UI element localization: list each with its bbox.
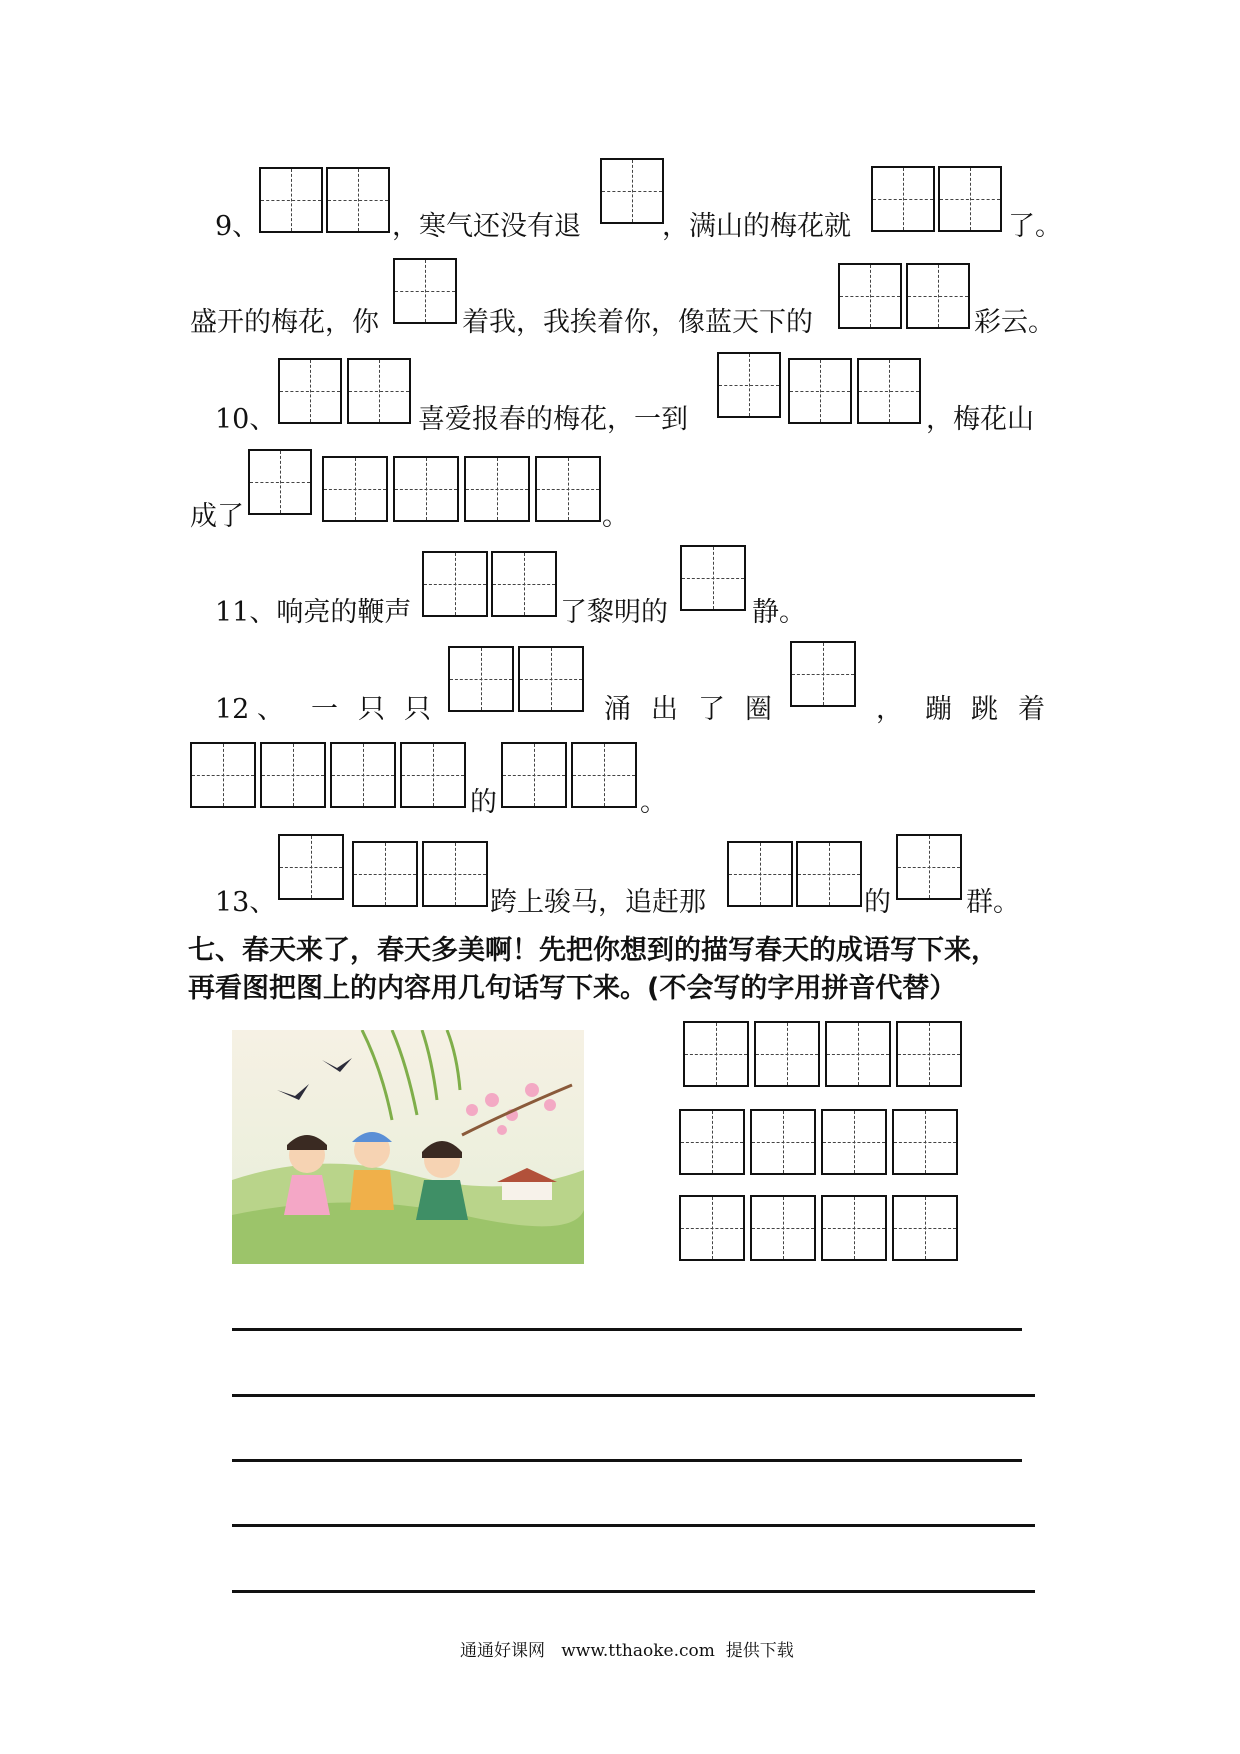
answer-box[interactable] [871, 166, 935, 232]
answer-box[interactable] [501, 742, 567, 808]
answer-box[interactable] [679, 1109, 745, 1175]
answer-box[interactable] [680, 545, 746, 611]
spring-illustration [232, 1030, 584, 1264]
q10b-text-2: 。 [602, 501, 629, 532]
answer-box[interactable] [535, 456, 601, 522]
q11-text-1: 了黎明的 [560, 597, 668, 628]
answer-box[interactable] [571, 742, 637, 808]
q10-text-1: 喜爱报春的梅花，一到 [418, 404, 688, 435]
q12-char: 一 [311, 694, 338, 725]
answer-box[interactable] [278, 358, 342, 424]
q11-prefix: 11、响亮的鞭声 [215, 597, 412, 628]
q9-text-1: ，寒气还没有退 [392, 211, 581, 242]
answer-box[interactable] [727, 841, 793, 907]
answer-box[interactable] [821, 1109, 887, 1175]
answer-box[interactable] [190, 742, 256, 808]
q9-text-2: ，满山的梅花就 [662, 211, 851, 242]
answer-box[interactable] [600, 158, 664, 224]
answer-box[interactable] [679, 1195, 745, 1261]
q12-char: 只 [358, 694, 385, 725]
answer-box[interactable] [347, 358, 411, 424]
q12b-text-2: 。 [640, 787, 667, 818]
answer-box[interactable] [938, 166, 1002, 232]
answer-box[interactable] [892, 1195, 958, 1261]
q12-number: 12 [215, 694, 250, 725]
q12-char: 涌 [604, 694, 631, 725]
answer-box[interactable] [754, 1021, 820, 1087]
answer-box[interactable] [278, 834, 344, 900]
q12-char: 着 [1018, 694, 1045, 725]
answer-box[interactable] [448, 646, 514, 712]
answer-box[interactable] [796, 841, 862, 907]
q12b-text-1: 的 [470, 787, 497, 818]
answer-box[interactable] [821, 1195, 887, 1261]
q12-char: 只 [404, 694, 431, 725]
q12-comma: ， [876, 694, 903, 725]
answer-box[interactable] [838, 263, 902, 329]
answer-box[interactable] [825, 1021, 891, 1087]
q9-text-3: 了。 [1008, 211, 1062, 242]
answer-box[interactable] [896, 1021, 962, 1087]
answer-box[interactable] [422, 841, 488, 907]
answer-box[interactable] [330, 742, 396, 808]
answer-box[interactable] [896, 834, 962, 900]
section-7-instruction: 七、春天来了，春天多美啊！先把你想到的描写春天的成语写下来， [188, 935, 998, 966]
answer-box[interactable] [248, 449, 312, 515]
q9b-text-2: 着我，我挨着你，像蓝天下的 [462, 307, 813, 338]
answer-box[interactable] [892, 1109, 958, 1175]
footer [460, 1636, 794, 1661]
q12-char: 跳 [971, 694, 998, 725]
answer-box[interactable] [790, 641, 856, 707]
answer-box[interactable] [518, 646, 584, 712]
q13-number: 13、 [215, 887, 277, 918]
answer-box[interactable] [422, 551, 488, 617]
writing-line[interactable] [232, 1328, 1022, 1331]
q11-text-2: 静。 [752, 597, 806, 628]
answer-box[interactable] [906, 263, 970, 329]
answer-box[interactable] [393, 258, 457, 324]
answer-box[interactable] [750, 1109, 816, 1175]
answer-box[interactable] [750, 1195, 816, 1261]
footer-url[interactable]: www.tthaoke.com [561, 1641, 715, 1661]
writing-line[interactable] [232, 1590, 1035, 1593]
answer-box[interactable] [352, 841, 418, 907]
answer-box[interactable] [326, 167, 390, 233]
q13-text-2: 的 [864, 887, 891, 918]
q10b-text-1: 成了 [190, 501, 244, 532]
answer-box[interactable] [683, 1021, 749, 1087]
q9b-text-1: 盛开的梅花，你 [190, 307, 379, 338]
footer-suffix: 提供下载 [725, 1641, 794, 1661]
q12-char: 蹦 [925, 694, 952, 725]
answer-box[interactable] [400, 742, 466, 808]
answer-box[interactable] [259, 167, 323, 233]
answer-box[interactable] [788, 358, 852, 424]
answer-box[interactable] [717, 352, 781, 418]
q10-number: 10、 [215, 404, 277, 435]
writing-line[interactable] [232, 1394, 1035, 1397]
answer-box[interactable] [464, 456, 530, 522]
answer-box[interactable] [322, 456, 388, 522]
q9b-text-3: 彩云。 [974, 307, 1055, 338]
answer-box[interactable] [491, 551, 557, 617]
q12-char: 出 [651, 694, 678, 725]
q12-sep: 、 [257, 694, 284, 725]
q13-text-3: 群。 [966, 887, 1020, 918]
answer-box[interactable] [260, 742, 326, 808]
q13-text-1: 跨上骏马，追赶那 [490, 887, 706, 918]
q12-char: 圈 [745, 694, 772, 725]
q12-char: 了 [698, 694, 725, 725]
q9-number: 9、 [215, 211, 260, 242]
q10-text-2: ，梅花山 [926, 404, 1034, 435]
writing-line[interactable] [232, 1459, 1022, 1462]
footer-site: 通通好课网 [460, 1641, 545, 1661]
section-7-instruction: 再看图把图上的内容用几句话写下来。(不会写的字用拼音代替） [188, 973, 957, 1004]
answer-box[interactable] [393, 456, 459, 522]
answer-box[interactable] [857, 358, 921, 424]
writing-line[interactable] [232, 1524, 1035, 1527]
